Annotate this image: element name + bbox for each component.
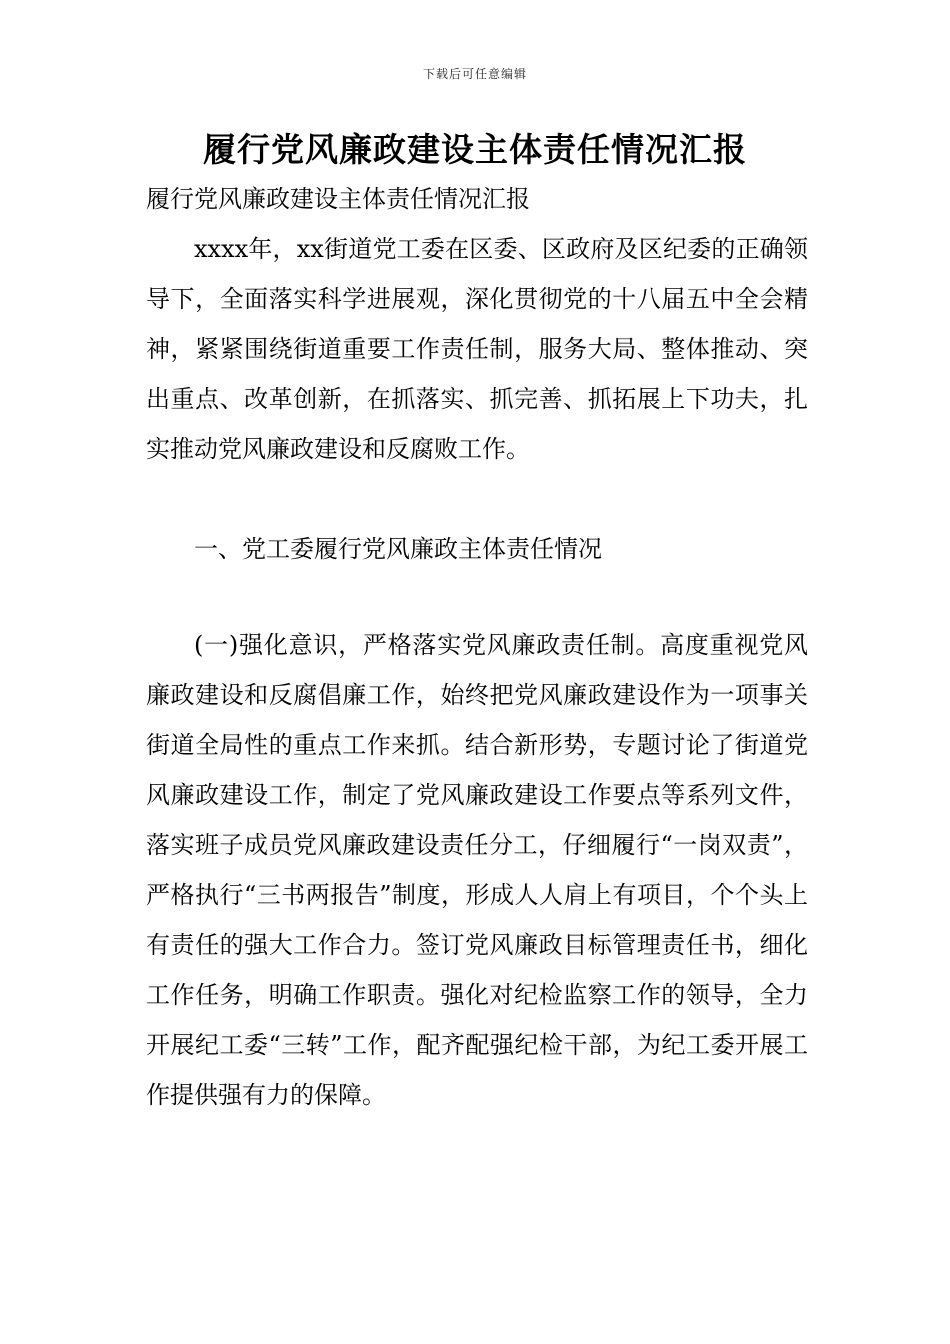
section-heading: 一、党工委履行党风廉政主体责任情况 bbox=[194, 535, 602, 563]
document-title: 履行党风廉政建设主体责任情况汇报 bbox=[203, 130, 747, 169]
intro-paragraph: xxxx年，xx街道党工委在区委、区政府及区纪委的正确领导下，全面落实科学进展观，深化贯彻党的十八届五中全会精神，紧紧围绕街道重要工作责任制，服务大局、整体推动、突出重点、改革创新，在抓落实、抓完善、抓拓展上下功夫，扎实推动党风廉政建设和反腐败工作。 bbox=[146, 235, 808, 463]
header-note: 下载后可任意编辑 bbox=[422, 67, 527, 81]
section-paragraph: (一)强化意识，严格落实党风廉政责任制。高度重视党风廉政建设和反腐倡廉工作，始终把党风廉政建设作为一项事关街道全局性的重点工作来抓。结合新形势，专题讨论了街道党风廉政建设工作，制定了党风廉政建设工作要点等系列文件，落实班子成员党风廉政建设责任分工，仔细履行“一岗双责”， 严格执行“三书两报告”制度，形成人人肩上有项目，个个头上有责任的强大工作合力。签订党风廉政目标管理责任书，细化工作任务，明确工作职责。强化对纪检监察工作的领导，全力开展纪工委“三转”工作，配齐配强纪检干部，为纪工委开展工作提供强有力的保障。 bbox=[146, 631, 808, 1109]
document-subtitle: 履行党风廉政建设主体责任情况汇报 bbox=[146, 185, 530, 213]
